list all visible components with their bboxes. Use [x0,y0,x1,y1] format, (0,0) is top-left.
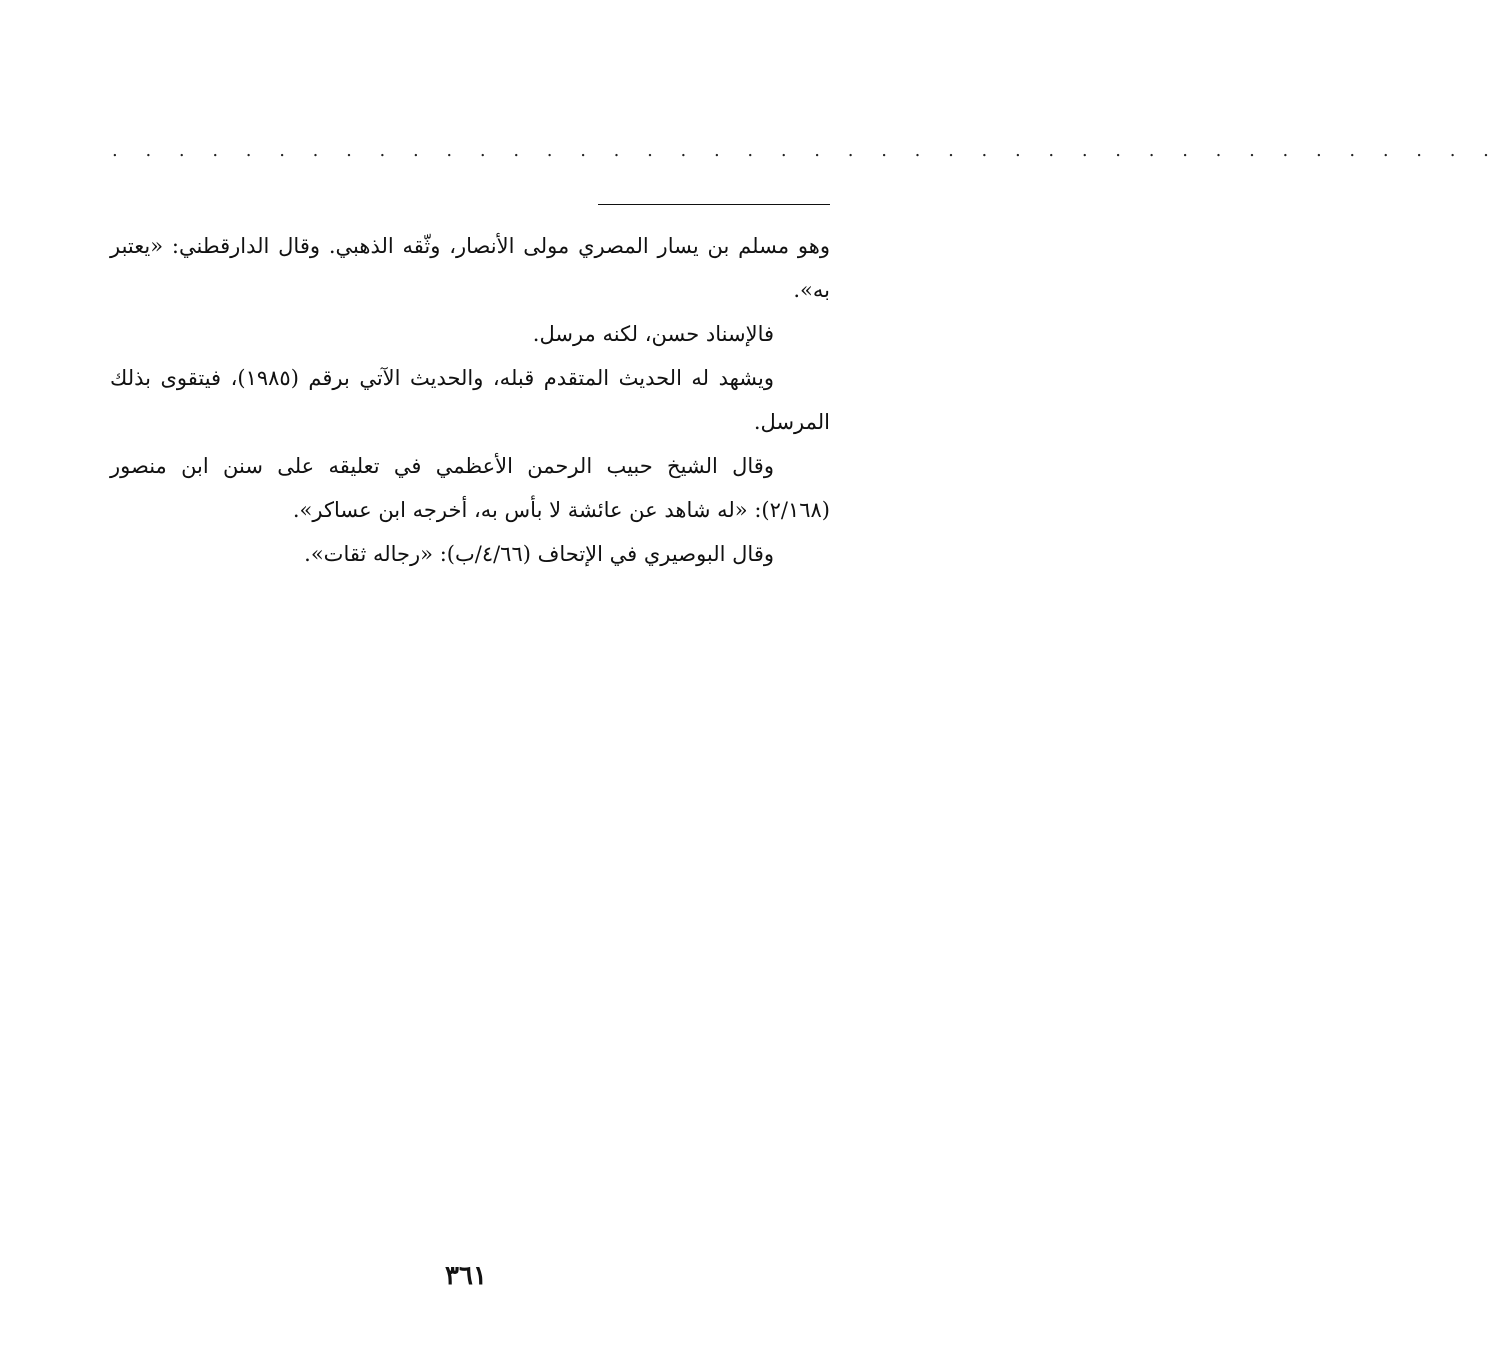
paragraph-1: وهو مسلم بن يسار المصري مولى الأنصار، وثّقه الذهبي. وقال الدارقطني: «يعتبر به». [110,234,830,302]
footnote-body [110,224,830,576]
paragraph-5: وقال البوصيري في الإتحاف (٤/٦٦/ب): «رجاله ثقات». [304,542,774,566]
paragraph-4: وقال الشيخ حبيب الرحمن الأعظمي في تعليقه على سنن ابن منصور (٢/١٦٨): «له شاهد عن عائشة لا بأس به، أخرجه ابن عساكر». [110,454,830,522]
paragraph-2: فالإسناد حسن، لكنه مرسل. [532,322,774,346]
footnote-dotted-separator: . . . . . . . . . . . . . . . . . . . . . . . . . . . . . . . . . . . . . . . . . . [112,140,1500,161]
page-number: ٣٦١ [445,1261,487,1291]
footnote-rule [598,204,830,205]
paragraph-3: ويشهد له الحديث المتقدم قبله، والحديث الآتي برقم (١٩٨٥)، فيتقوى بذلك المرسل. [110,366,830,434]
